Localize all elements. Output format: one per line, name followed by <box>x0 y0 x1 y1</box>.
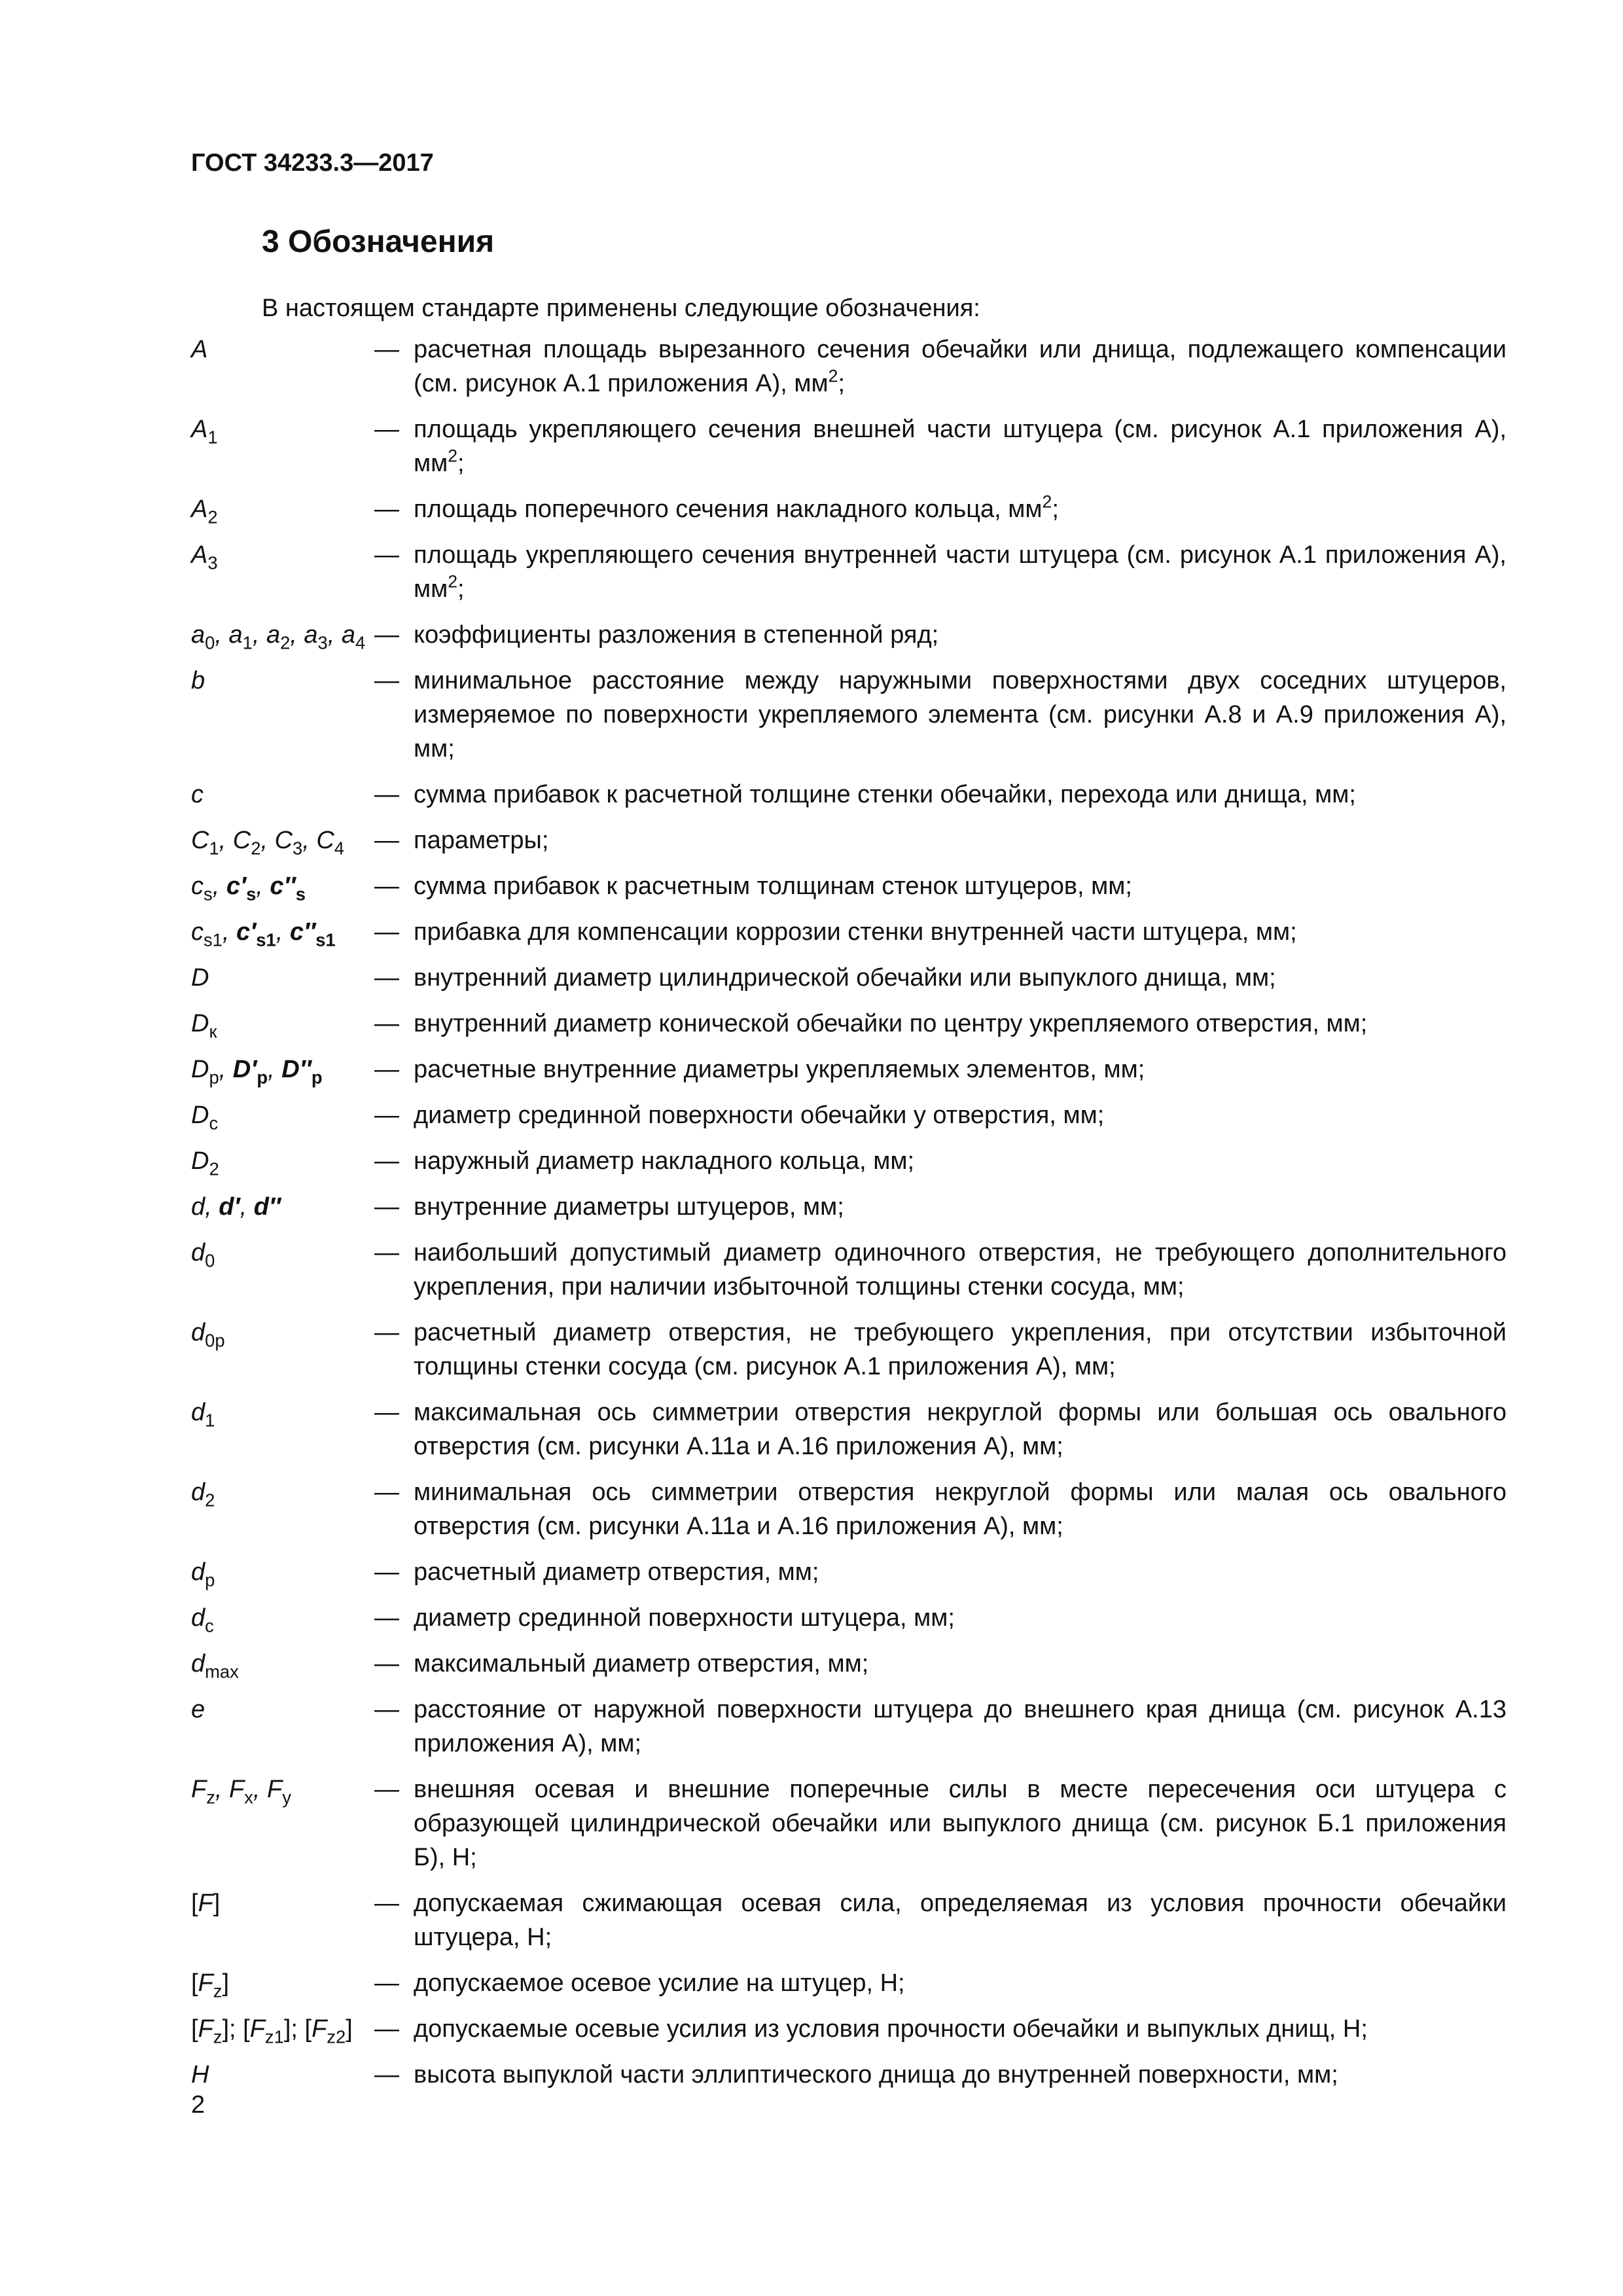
definition-text: диаметр срединной поверхности штуцера, мм; <box>414 1604 955 1632</box>
dash: — <box>374 1604 399 1632</box>
definition-text: коэффициенты разложения в степенной ряд; <box>414 621 939 649</box>
dash: — <box>374 1479 399 1506</box>
definition-text: допускаемое осевое усилие на штуцер, Н; <box>414 1969 905 1997</box>
dash: — <box>374 1010 399 1037</box>
definition-text: прибавка для компенсации коррозии стенки внутренней части штуцера, мм; <box>414 918 1297 946</box>
symbol: b <box>191 667 205 694</box>
definition-text: площадь укрепляющего сечения внутренней части штуцера (см. рисунок А.1 приложения А), $мм^2$; <box>414 541 1507 603</box>
definition-text: диаметр срединной поверхности обечайки у отверстия, мм; <box>414 1102 1105 1129</box>
dash: — <box>374 918 399 946</box>
symbol: $d_{0р}$ <box>191 1319 225 1351</box>
definition-text: площадь укрепляющего сечения внешней части штуцера (см. рисунок А.1 приложения А), $мм^2$; <box>414 416 1507 477</box>
definition-row <box>191 664 1507 766</box>
definition-row <box>191 1601 1507 1635</box>
symbol: $d_с$ <box>191 1604 214 1636</box>
dash: — <box>374 1776 399 1803</box>
dash: — <box>374 827 399 854</box>
dash: — <box>374 1558 399 1586</box>
definition-row <box>191 1236 1507 1304</box>
symbol: $[F_z]$; $[F_{z1}]$; $[F_{z2}]$ <box>191 2015 353 2047</box>
definition-text: допускаемая сжимающая осевая сила, определяемая из условия прочности обечайки штуцера, Н; <box>414 1890 1507 1951</box>
definition-row <box>191 1144 1507 1178</box>
symbol: $D_р$, $D'_р$, $D''_р$ <box>191 1056 323 1088</box>
dash: — <box>374 621 399 649</box>
definition-text: максимальная ось симметрии отверстия некруглой формы или большая ось овального отверстия (см. рисунки А.11а и А.16 приложения А), мм; <box>414 1399 1507 1460</box>
symbol: $c_s$, $c'_s$, $c''_s$ <box>191 872 306 905</box>
dash: — <box>374 1696 399 1723</box>
definition-row <box>191 1316 1507 1384</box>
symbol: $A_1$ <box>191 416 218 448</box>
symbol: e <box>191 1696 205 1723</box>
definition-row <box>191 618 1507 652</box>
dash: — <box>374 1239 399 1266</box>
symbol: $d_2$ <box>191 1479 215 1511</box>
definition-text: внешняя осевая и внешние поперечные силы в месте пересечения оси штуцера с образующей цилиндрической обечайки или выпуклого днища (см. рисунок Б.1 приложения Б), Н; <box>414 1776 1507 1871</box>
dash: — <box>374 1102 399 1129</box>
definition-row <box>191 1647 1507 1681</box>
dash: — <box>374 964 399 992</box>
definition-row <box>191 1886 1507 1954</box>
definition-text: сумма прибавок к расчетным толщинам стенок штуцеров, мм; <box>414 872 1132 900</box>
dash: — <box>374 1399 399 1426</box>
dash: — <box>374 781 399 808</box>
definition-text: минимальная ось симметрии отверстия некруглой формы или малая ось овального отверстия (см. рисунки А.11а и А.16 приложения А), мм; <box>414 1479 1507 1540</box>
definition-row <box>191 915 1507 949</box>
dash: — <box>374 541 399 569</box>
symbol: $d_0$ <box>191 1239 215 1271</box>
definition-text: расчетные внутренние диаметры укрепляемых элементов, мм; <box>414 1056 1145 1083</box>
symbol: A <box>191 336 208 363</box>
symbol: $c_{s1}$, $c'_{s1}$, $c''_{s1}$ <box>191 918 336 950</box>
symbol: H <box>191 2061 209 2089</box>
symbol: $D_к$ <box>191 1010 217 1042</box>
symbol: d, d′, d″ <box>191 1193 281 1221</box>
document-header: ГОСТ 34233.3—2017 <box>191 149 434 177</box>
definition-row <box>191 1007 1507 1041</box>
definition-row <box>191 1395 1507 1463</box>
definitions-list <box>191 332 1507 2104</box>
definition-row <box>191 1190 1507 1224</box>
definition-row <box>191 412 1507 480</box>
definition-text: наружный диаметр накладного кольца, мм; <box>414 1147 915 1175</box>
dash: — <box>374 2061 399 2089</box>
definition-row <box>191 1693 1507 1761</box>
definition-text: наибольший допустимый диаметр одиночного отверстия, не требующего дополнительного укрепления, при наличии избыточной толщины стенки сосуда, мм; <box>414 1239 1507 1300</box>
definition-row <box>191 961 1507 995</box>
definition-text: площадь поперечного сечения накладного кольца, $мм^2$; <box>414 492 1059 523</box>
definition-text: допускаемые осевые усилия из условия прочности обечайки и выпуклых днищ, Н; <box>414 2015 1368 2043</box>
dash: — <box>374 1650 399 1677</box>
definition-text: сумма прибавок к расчетной толщине стенки обечайки, перехода или днища, мм; <box>414 781 1356 808</box>
symbol: D <box>191 964 209 992</box>
definition-row <box>191 1555 1507 1589</box>
definition-text: внутренний диаметр цилиндрической обечайки или выпуклого днища, мм; <box>414 964 1276 992</box>
definition-text: расчетный диаметр отверстия, мм; <box>414 1558 819 1586</box>
dash: — <box>374 872 399 900</box>
definition-row <box>191 1052 1507 1086</box>
dash: — <box>374 1969 399 1997</box>
symbol: $D_с$ <box>191 1102 219 1134</box>
definition-row <box>191 823 1507 857</box>
dash: — <box>374 667 399 694</box>
definition-row <box>191 2058 1507 2092</box>
symbol: $a_0$, $a_1$, $a_2$, $a_3$, $a_4$ <box>191 621 366 653</box>
intro-text: В настоящем стандарте применены следующие обозначения: <box>262 295 980 322</box>
definition-row <box>191 1966 1507 2000</box>
definition-text: высота выпуклой части эллиптического днища до внутренней поверхности, мм; <box>414 2061 1338 2089</box>
symbol: c <box>191 781 204 808</box>
symbol: $D_2$ <box>191 1147 219 1179</box>
definition-text: расчетный диаметр отверстия, не требующего укрепления, при отсутствии избыточной толщины стенки сосуда (см. рисунок А.1 приложения А), мм; <box>414 1319 1507 1380</box>
section-title: 3 Обозначения <box>262 224 495 259</box>
definition-row <box>191 538 1507 606</box>
symbol: $d_1$ <box>191 1399 215 1431</box>
symbol: $C_1$, $C_2$, $C_3$, $C_4$ <box>191 827 345 859</box>
dash: — <box>374 416 399 443</box>
definition-text: минимальное расстояние между наружными поверхностями двух соседних штуцеров, измеряемое по поверхности укрепляемого элемента (см. рисунки А.8 и А.9 приложения А), мм; <box>414 667 1507 762</box>
dash: — <box>374 1890 399 1917</box>
dash: — <box>374 1147 399 1175</box>
dash: — <box>374 1193 399 1221</box>
dash: — <box>374 336 399 363</box>
definition-text: расчетная площадь вырезанного сечения обечайки или днища, подлежащего компенсации (см. рисунок А.1 приложения А), $мм^2$; <box>414 336 1507 397</box>
symbol: $A_3$ <box>191 541 218 573</box>
definition-text: параметры; <box>414 827 549 854</box>
symbol: $d_р$ <box>191 1558 215 1590</box>
symbol: $F_z$, $F_x$, $F_y$ <box>191 1776 291 1808</box>
definition-row <box>191 1772 1507 1874</box>
definition-text: внутренние диаметры штуцеров, мм; <box>414 1193 844 1221</box>
dash: — <box>374 1056 399 1083</box>
dash: — <box>374 1319 399 1346</box>
definition-text: расстояние от наружной поверхности штуцера до внешнего края днища (см. рисунок А.13 приложения А), мм; <box>414 1696 1507 1757</box>
symbol: $d_{max}$ <box>191 1650 239 1682</box>
definition-row <box>191 869 1507 903</box>
definition-row <box>191 492 1507 526</box>
definition-row <box>191 2012 1507 2046</box>
definition-row <box>191 1475 1507 1543</box>
definition-text: внутренний диаметр конической обечайки по центру укрепляемого отверстия, мм; <box>414 1010 1368 1037</box>
symbol: $[F_z]$ <box>191 1969 230 2001</box>
definition-text: максимальный диаметр отверстия, мм; <box>414 1650 869 1677</box>
definition-row <box>191 332 1507 401</box>
dash: — <box>374 495 399 523</box>
symbol: $A_2$ <box>191 495 218 528</box>
definition-row <box>191 1098 1507 1132</box>
definition-row <box>191 778 1507 812</box>
symbol: [F] <box>191 1890 221 1917</box>
page-number: 2 <box>191 2091 205 2119</box>
dash: — <box>374 2015 399 2043</box>
